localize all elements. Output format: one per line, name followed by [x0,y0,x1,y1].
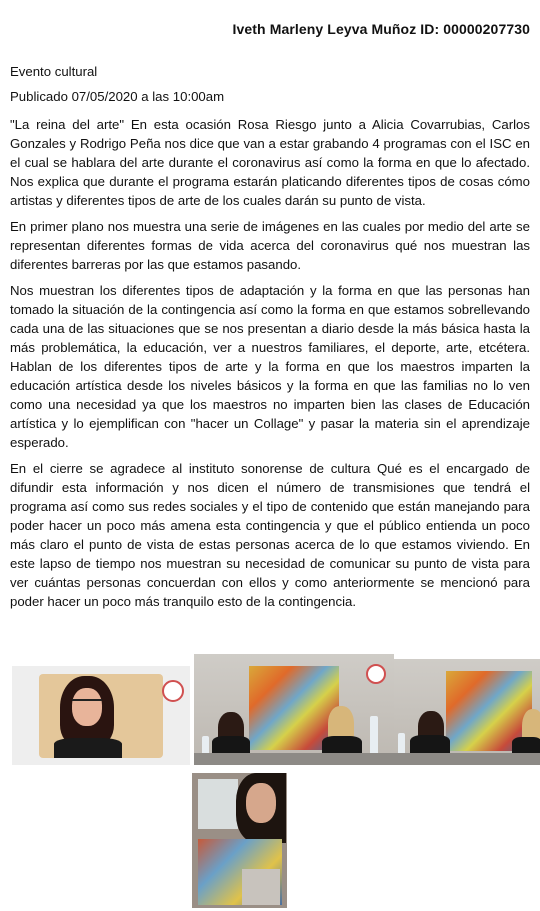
post-category: Evento cultural [10,64,98,79]
post-date: Publicado 07/05/2020 a las 10:00am [10,89,225,104]
paragraph-intro: "La reina del arte" En esta ocasión Rosa Riesgo junto a Alicia Covarrubias, Carlos Gonzales y Rodrigo Peña nos dice que van a estar grabando 4 programas con el ISC en el cual se hablara del arte durante el coronavirus así como la forma en que lo afectado. Nos explica que durante el programa estarán platicando diferentes tipos de cosas cómo artistas y diferentes tipos de arte de los cuales darán su punto de vista. [10,117,530,208]
paragraph-closing: En el cierre se agradece al instituto sonorense de cultura Qué es el encargado de difundir esta información y nos dicen el número de transmisiones que tendrá el programa así como sus redes sociales y el tipo de contenido que están manejando para poder hacer un poco más amena esta contingencia y que el público entienda un poco más claro el punto de vista de estas personas acerca de lo que estamos viviendo. En este lapso de tiempo nos muestran su necesidad de comunicar su punto de vista para ver cuántas personas concuerdan con ellos y como anteriormente se mencionó para poder hacer un poco más tranquilo esto de la contingencia. [10,461,530,609]
photo-gallery [0,654,540,911]
author-id-header: Iveth Marleny Leyva Muñoz ID: 00000207730 [232,21,530,37]
paragraph-images: En primer plano nos muestra una serie de imágenes en las cuales por medio del arte se representan diferentes formas de vida acerca del coronavirus qué nos muestran las diferentes barreras por las que estamos pasando. [10,219,530,272]
photo-video-call[interactable] [12,666,190,765]
paragraph-adaptation: Nos muestran los diferentes tipos de adaptación y la forma en que las personas han tomado la situación de la contingencia así como la forma en que estamos sobrellevando cada una de las situaciones que se nos presentan a diario desde la más básica hasta la más problemática, la educación, ver a nuestros familiares, el deporte, arte, etcétera. Hablan de los diferentes tipos de arte y la forma en que los maestros imparten la educación artística desde los niveles básicos y la forma en que las familias no lo ven como una necesidad ya que los maestros no imparten bien las clases de Educación artística y lo ejemplifican con "hacer un Collage" y pasar la materia sin el aprendizaje esperado. [10,283,530,450]
institute-logo-icon [162,680,184,702]
photo-selfie[interactable] [192,773,287,908]
photo-panel-wide[interactable] [194,654,394,765]
institute-logo-icon [366,664,386,684]
photo-panel-second[interactable] [394,659,540,765]
post-content [10,62,530,618]
